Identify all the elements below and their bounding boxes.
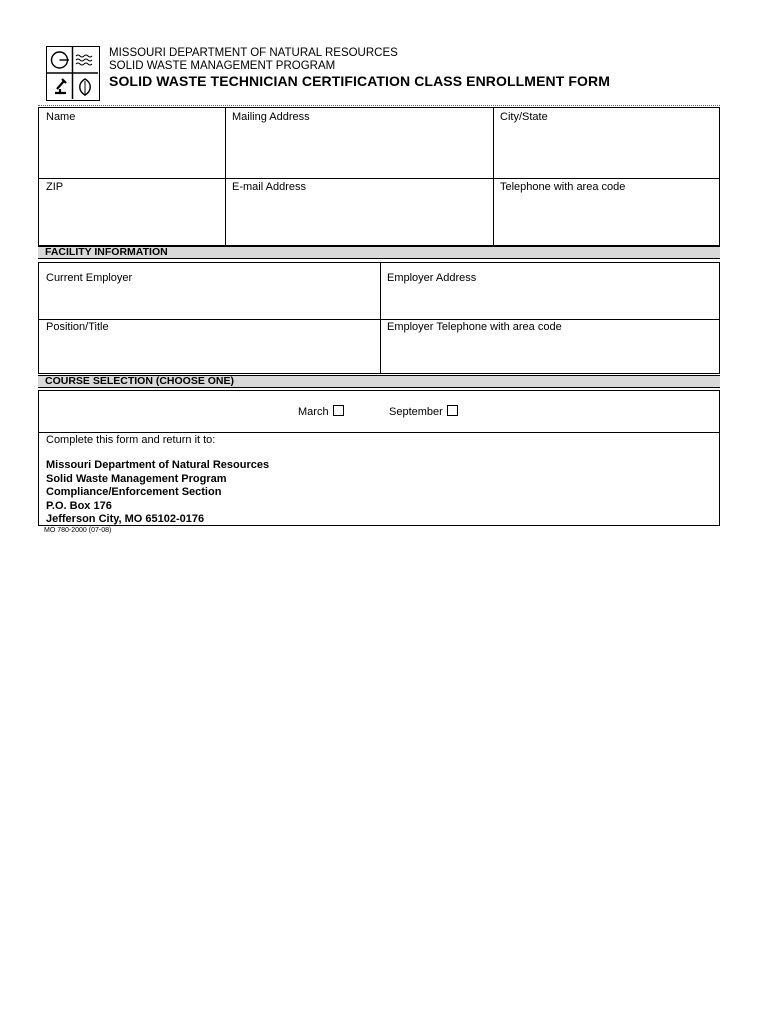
- employer-address-input-area[interactable]: [381, 287, 718, 318]
- return-instruction: Complete this form and return it to:: [46, 434, 216, 446]
- zip-input-area[interactable]: [40, 196, 224, 244]
- telephone-input-area[interactable]: [494, 196, 718, 244]
- row-divider: [39, 178, 719, 179]
- email-input-area[interactable]: [226, 196, 492, 244]
- city-state-field-label: City/State: [500, 111, 548, 123]
- return-address-line: Jefferson City, MO 65102-0176: [46, 513, 205, 525]
- march-option-label: March: [298, 406, 329, 418]
- current-employer-field-label: Current Employer: [46, 272, 133, 284]
- row-divider: [39, 319, 719, 320]
- employer-address-field-label: Employer Address: [387, 272, 477, 284]
- march-checkbox[interactable]: [333, 405, 344, 416]
- applicant-info-table: [38, 107, 720, 246]
- september-option[interactable]: [389, 405, 458, 418]
- return-address: [46, 459, 269, 527]
- return-address-line: Compliance/Enforcement Section: [46, 486, 222, 498]
- position-title-field-label: Position/Title: [46, 321, 109, 333]
- city-state-input-area[interactable]: [494, 126, 718, 176]
- row-divider: [39, 432, 719, 433]
- name-input-area[interactable]: [40, 126, 224, 176]
- return-address-line: Solid Waste Management Program: [46, 472, 227, 485]
- department-name: MISSOURI DEPARTMENT OF NATURAL RESOURCES: [109, 47, 398, 59]
- form-number: MO 780-2000 (07-08): [44, 527, 112, 534]
- mailing-address-input-area[interactable]: [226, 126, 492, 176]
- employer-telephone-input-area[interactable]: [381, 336, 718, 372]
- zip-field-label: ZIP: [46, 181, 64, 193]
- email-field-label: E-mail Address: [232, 181, 306, 193]
- dnr-logo-icon: [47, 47, 98, 99]
- course-return-table: [38, 390, 720, 526]
- facility-info-table: [38, 262, 720, 374]
- return-address-line: Missouri Department of Natural Resources: [46, 459, 270, 471]
- march-option[interactable]: [298, 405, 344, 418]
- name-field-label: Name: [46, 111, 76, 123]
- header-divider: [38, 105, 720, 106]
- current-employer-input-area[interactable]: [40, 287, 379, 318]
- position-title-input-area[interactable]: [40, 336, 379, 372]
- facility-section-header: FACILITY INFORMATION: [38, 246, 720, 259]
- mailing-address-field-label: Mailing Address: [232, 111, 310, 123]
- telephone-field-label: Telephone with area code: [500, 181, 626, 193]
- form-title: SOLID WASTE TECHNICIAN CERTIFICATION CLASS ENROLLMENT FORM: [109, 73, 610, 89]
- employer-telephone-field-label: Employer Telephone with area code: [387, 321, 562, 333]
- program-name: SOLID WASTE MANAGEMENT PROGRAM: [109, 60, 336, 72]
- september-option-label: September: [389, 406, 443, 418]
- course-section-header: COURSE SELECTION (CHOOSE ONE): [38, 375, 720, 388]
- return-address-line: P.O. Box 176: [46, 499, 112, 512]
- september-checkbox[interactable]: [447, 405, 458, 416]
- dnr-logo: [46, 46, 100, 101]
